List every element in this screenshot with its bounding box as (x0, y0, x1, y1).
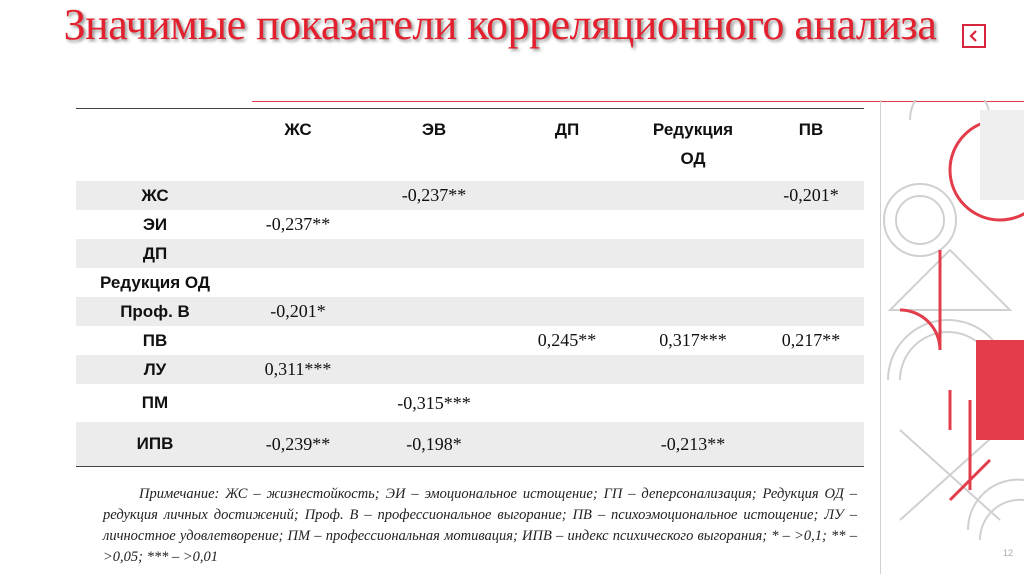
back-arrow-icon (966, 28, 982, 44)
table-cell (362, 239, 506, 268)
header-cell: ПВ (798, 120, 824, 139)
table-cell (628, 268, 758, 297)
row-label: ЭИ (142, 214, 168, 234)
table-cell (506, 384, 628, 422)
table-cell: 0,317*** (659, 330, 727, 350)
table-cell (758, 239, 864, 268)
row-label: Редукция ОД (100, 272, 210, 292)
table-cell (758, 384, 864, 422)
table-cell: -0,201* (234, 297, 362, 326)
row-label: ИПВ (76, 422, 234, 467)
decorative-pattern (880, 100, 1024, 574)
table-cell (506, 297, 628, 326)
table-row (76, 210, 864, 239)
table-cell (234, 384, 362, 422)
table-cell: -0,201* (758, 181, 864, 210)
table-cell (628, 355, 758, 384)
row-label: ПВ (142, 330, 168, 350)
table-cell (628, 239, 758, 268)
header-cell (76, 109, 234, 182)
correlation-table (76, 108, 864, 467)
table-cell (758, 210, 864, 239)
row-label: Проф. В (76, 297, 234, 326)
table-cell: 0,217** (781, 330, 841, 350)
table-row (76, 181, 864, 210)
table-cell (758, 268, 864, 297)
table-cell (506, 355, 628, 384)
table-cell (234, 268, 362, 297)
table-body (76, 181, 864, 467)
table-cell (628, 181, 758, 210)
row-label: ЛУ (76, 355, 234, 384)
table-note: Примечание: ЖС – жизнестойкость; ЭИ – эмоциональное истощение; ГП – деперсонализация; Редукция ОД – редукция личных достижений; Проф. В – профессиональное выгорание; ПВ – психоэмоциональное истощение; ЛУ – личностное удовлетворение; ПМ – профессиональная мотивация; ИПВ – индекс психического выгорания; * – >0,1; ** – >0,05; *** – >0,01 (103, 486, 857, 565)
row-label: ЖС (76, 181, 234, 210)
row-label: ПМ (141, 393, 169, 412)
table-row (76, 384, 864, 422)
table-cell (506, 422, 628, 467)
table-cell (234, 181, 362, 210)
table-row (76, 355, 864, 384)
back-button[interactable] (962, 24, 986, 48)
table-row (76, 326, 864, 355)
table-cell (506, 268, 628, 297)
table-row (76, 268, 864, 297)
table-cell (506, 181, 628, 210)
page-number: 12 (1003, 548, 1014, 558)
table-cell (506, 210, 628, 239)
table-cell: 0,245** (537, 330, 597, 350)
table-cell (628, 210, 758, 239)
table-cell: -0,213** (628, 422, 758, 467)
table-cell: -0,315*** (397, 392, 471, 413)
table-cell (362, 268, 506, 297)
table-cell (362, 355, 506, 384)
table-cell (506, 239, 628, 268)
table-cell (628, 384, 758, 422)
table-cell: -0,198* (362, 422, 506, 467)
table-cell: -0,237** (362, 181, 506, 210)
table-cell (362, 210, 506, 239)
header-cell: ДП (554, 120, 580, 139)
table-cell: -0,239** (234, 422, 362, 467)
table-cell: 0,311*** (234, 355, 362, 384)
table-cell (362, 326, 506, 355)
table-row (76, 239, 864, 268)
table-row (76, 422, 864, 467)
table-cell (758, 297, 864, 326)
table-cell: -0,237** (265, 214, 331, 234)
slide-title: Значимые показатели корреляционного анализа (63, 0, 937, 49)
header-cell: Редукция ОД (652, 120, 734, 168)
table-row (76, 297, 864, 326)
table-cell (362, 297, 506, 326)
table-cell (234, 326, 362, 355)
header-cell: ЖС (284, 120, 312, 139)
table-cell (628, 297, 758, 326)
table-cell (234, 239, 362, 268)
table-cell (758, 422, 864, 467)
header-cell: ЭВ (421, 120, 447, 139)
table-cell (758, 355, 864, 384)
row-label: ДП (76, 239, 234, 268)
table-header-row (76, 109, 864, 182)
